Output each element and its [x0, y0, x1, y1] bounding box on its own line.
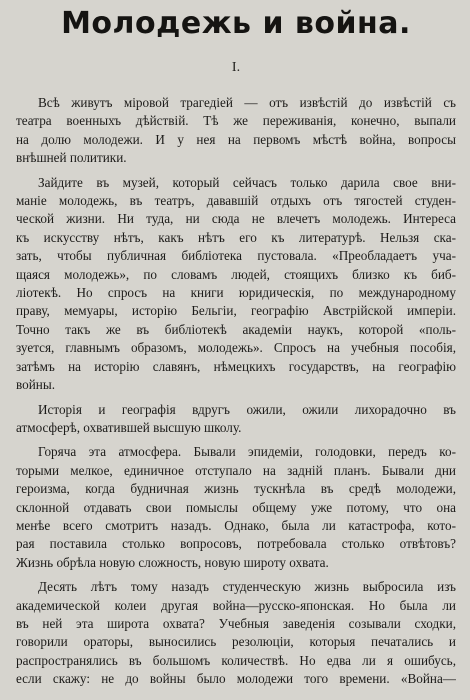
- text-line: театра военныхъ дѣйствій. Тѣ же переживанія, конечно, выпали: [16, 113, 456, 129]
- text-line: Всѣ живутъ міровой трагедіей — отъ извѣстій до извѣстій съ: [38, 95, 456, 110]
- text-line: къ искусству нѣтъ, какъ нѣтъ его къ литературѣ. Нельзя ска-: [16, 229, 456, 245]
- text-line: щаяся молодежь», по словамъ людей, стоящихъ близко къ биб-: [16, 266, 456, 282]
- text-line: войны.: [16, 377, 56, 393]
- text-line: торыми мелкое, единичное отступало на задній планъ. Бывали дни: [16, 462, 456, 478]
- text-line: Десять лѣтъ тому назадъ студенческую жизнь выбросила изъ: [38, 579, 456, 595]
- text-line: зуется, главнымъ образомъ, молодежь». Спросъ на учебныя пособія,: [16, 340, 456, 356]
- paragraph-3: [16, 401, 456, 438]
- paragraph-2: [16, 174, 456, 395]
- text-line: Зайдите въ музей, который сейчасъ только дарила свое вни-: [38, 174, 456, 190]
- text-line: ческой жизни. Ни туда, ни сюда не влечетъ молодежь. Интереса: [16, 211, 456, 227]
- text-line: маніе молодежь, въ театръ, дававшій отдыхъ отъ тягостей студен-: [16, 193, 456, 209]
- paragraph-5: [16, 578, 456, 688]
- text-line: Исторія и географія вдругъ ожили, ожили лихорадочно въ: [38, 401, 456, 417]
- text-line: академической колеи другая война—русско-японская. Но была ли: [16, 597, 456, 613]
- text-line: зать, чтобы публичная библіотека пустовала. «Преобладаетъ уча-: [16, 248, 456, 264]
- text-line: Точно такъ же въ библіотекѣ академіи наукъ, которой «поль-: [16, 321, 456, 337]
- text-line: праву, мемуары, исторію Бельгіи, географію Австрійской имперіи.: [16, 303, 456, 319]
- text-line: рая поставила столько вопросовъ, потребовала столько отвѣтовъ?: [16, 536, 456, 552]
- text-line: распространялись въ большомъ количествѣ. Но едва ли я ошибусь,: [16, 652, 456, 668]
- section-number: I.: [231, 60, 241, 75]
- paragraph-1: [16, 94, 456, 168]
- paragraph-4: [16, 443, 456, 572]
- text-line: ліотекѣ. Но спросъ на книги юридическія, по международному: [16, 285, 456, 301]
- text-line: атмосферѣ, охватившей высшую школу.: [16, 419, 242, 435]
- text-line: Горяча эта атмосфера. Бывали эпидеміи, голодовки, передъ ко-: [38, 444, 456, 460]
- text-line: менѣе всего смотритъ назадъ. Однако, была ли катастрофа, кото-: [16, 517, 456, 533]
- text-line: склонной отдавать свои помыслы общему уже потому, что она: [16, 499, 456, 515]
- article-title: Молодежь и война.: [61, 6, 411, 41]
- text-line: говорили ораторы, выносились резолюціи, которыя печатались и: [16, 634, 456, 650]
- text-line: затѣмъ на исторію славянъ, нѣмецкихъ государствъ, на географію: [16, 358, 456, 374]
- text-line: если скажу: не до войны было молодежи того времени. «Война—: [16, 671, 456, 687]
- text-line: на долю молодежи. И у нея на первомъ мѣстѣ война, вопросы: [16, 131, 456, 147]
- text-line: въ ней эта широта охвата? Учебныя заведенія созывали сходки,: [16, 615, 456, 631]
- text-line: героизма, когда будничная жизнь тускнѣла въ средѣ молодежи,: [16, 481, 456, 497]
- text-line: Жизнь обрѣла новую сложность, новую широту охвата.: [16, 554, 329, 570]
- text-line: внѣшней политики.: [16, 150, 127, 166]
